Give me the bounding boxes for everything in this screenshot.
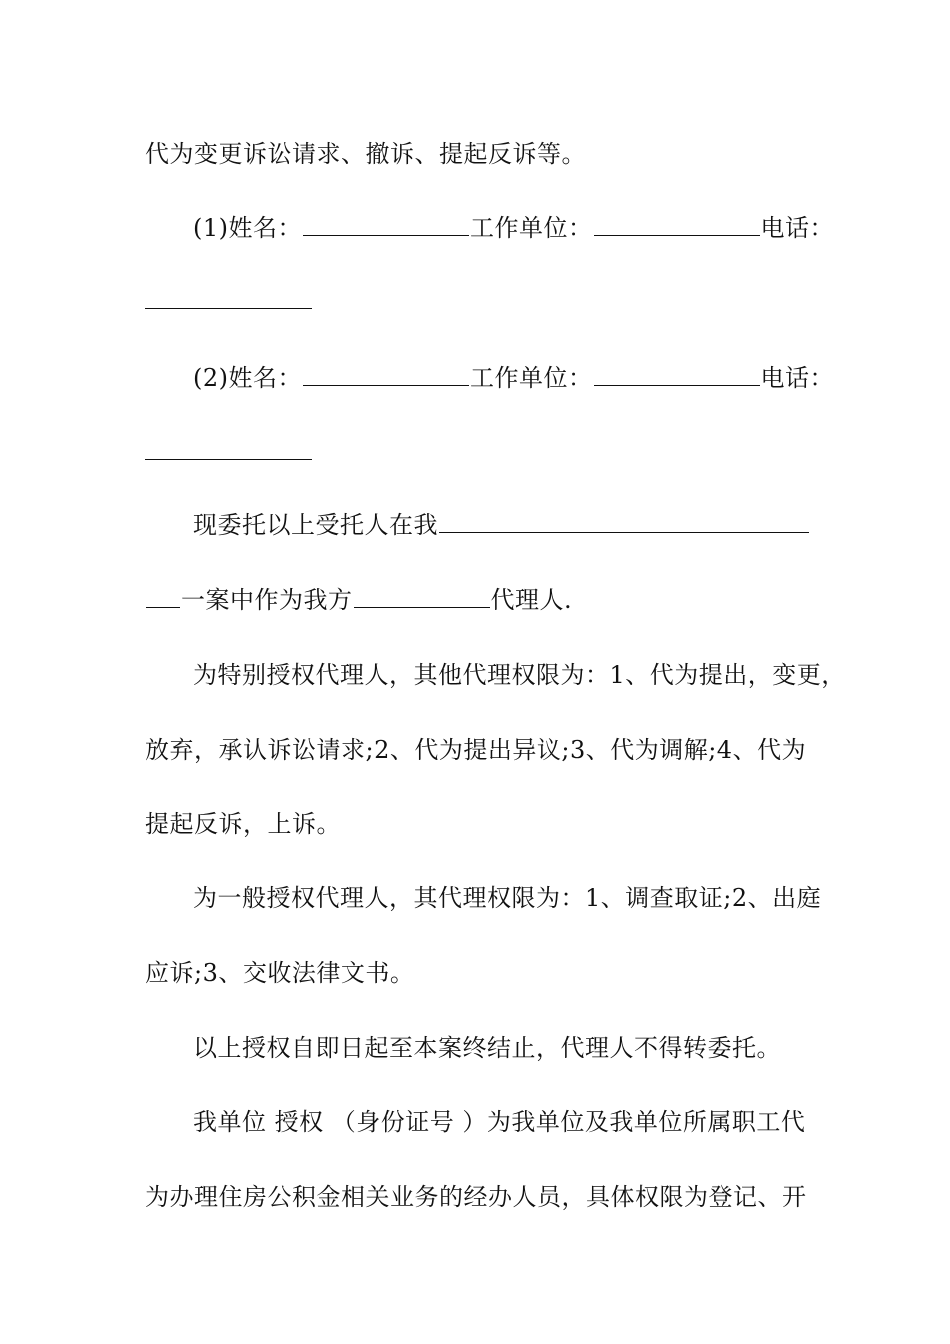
paragraph-line: 我单位 授权 （身份证号 ）为我单位及我单位所属职工代: [193, 1108, 806, 1136]
phone-label: 电话：: [760, 214, 834, 242]
phone-label: 电话：: [760, 364, 834, 392]
work-unit-blank-field[interactable]: [594, 213, 760, 236]
entrust-text: 现委托以上受托人在我: [193, 511, 438, 539]
agent-type-blank-field[interactable]: [354, 585, 490, 608]
work-unit-label: 工作单位：: [470, 214, 593, 242]
entrust-line-2: [145, 585, 572, 615]
phone-blank-field[interactable]: [145, 459, 312, 460]
name-blank-field[interactable]: [303, 213, 469, 236]
name-blank-field[interactable]: [303, 363, 469, 386]
agent-1-row: [193, 213, 834, 243]
paragraph-line: 为一般授权代理人，其代理权限为：1、调查取证;2、出庭: [193, 884, 822, 912]
agent-2-row: [193, 363, 834, 393]
name-label: (2)姓名：: [193, 364, 302, 392]
entrust-text: 一案中作为我方: [181, 586, 353, 614]
paragraph-line: 以上授权自即日起至本案终结止，代理人不得转委托。: [193, 1034, 781, 1062]
entrust-text: 代理人.: [490, 586, 573, 614]
paragraph-line: 应诉;3、交收法律文书。: [145, 959, 415, 987]
paragraph-line: 为特别授权代理人，其他代理权限为：1、代为提出，变更，: [193, 661, 846, 689]
paragraph-line: 为办理住房公积金相关业务的经办人员，具体权限为登记、开: [145, 1183, 807, 1211]
name-label: (1)姓名：: [193, 214, 302, 242]
paragraph-line: 提起反诉，上诉。: [145, 810, 341, 838]
work-unit-blank-field[interactable]: [594, 363, 760, 386]
paragraph-line: 代为变更诉讼请求、撤诉、提起反诉等。: [145, 140, 586, 168]
case-blank-field[interactable]: [439, 510, 809, 533]
entrust-line-1: [193, 510, 810, 540]
phone-blank-field[interactable]: [145, 308, 312, 309]
case-blank-field-cont[interactable]: [146, 585, 180, 608]
paragraph-line: 放弃，承认诉讼请求;2、代为提出异议;3、代为调解;4、代为: [145, 736, 807, 764]
work-unit-label: 工作单位：: [470, 364, 593, 392]
